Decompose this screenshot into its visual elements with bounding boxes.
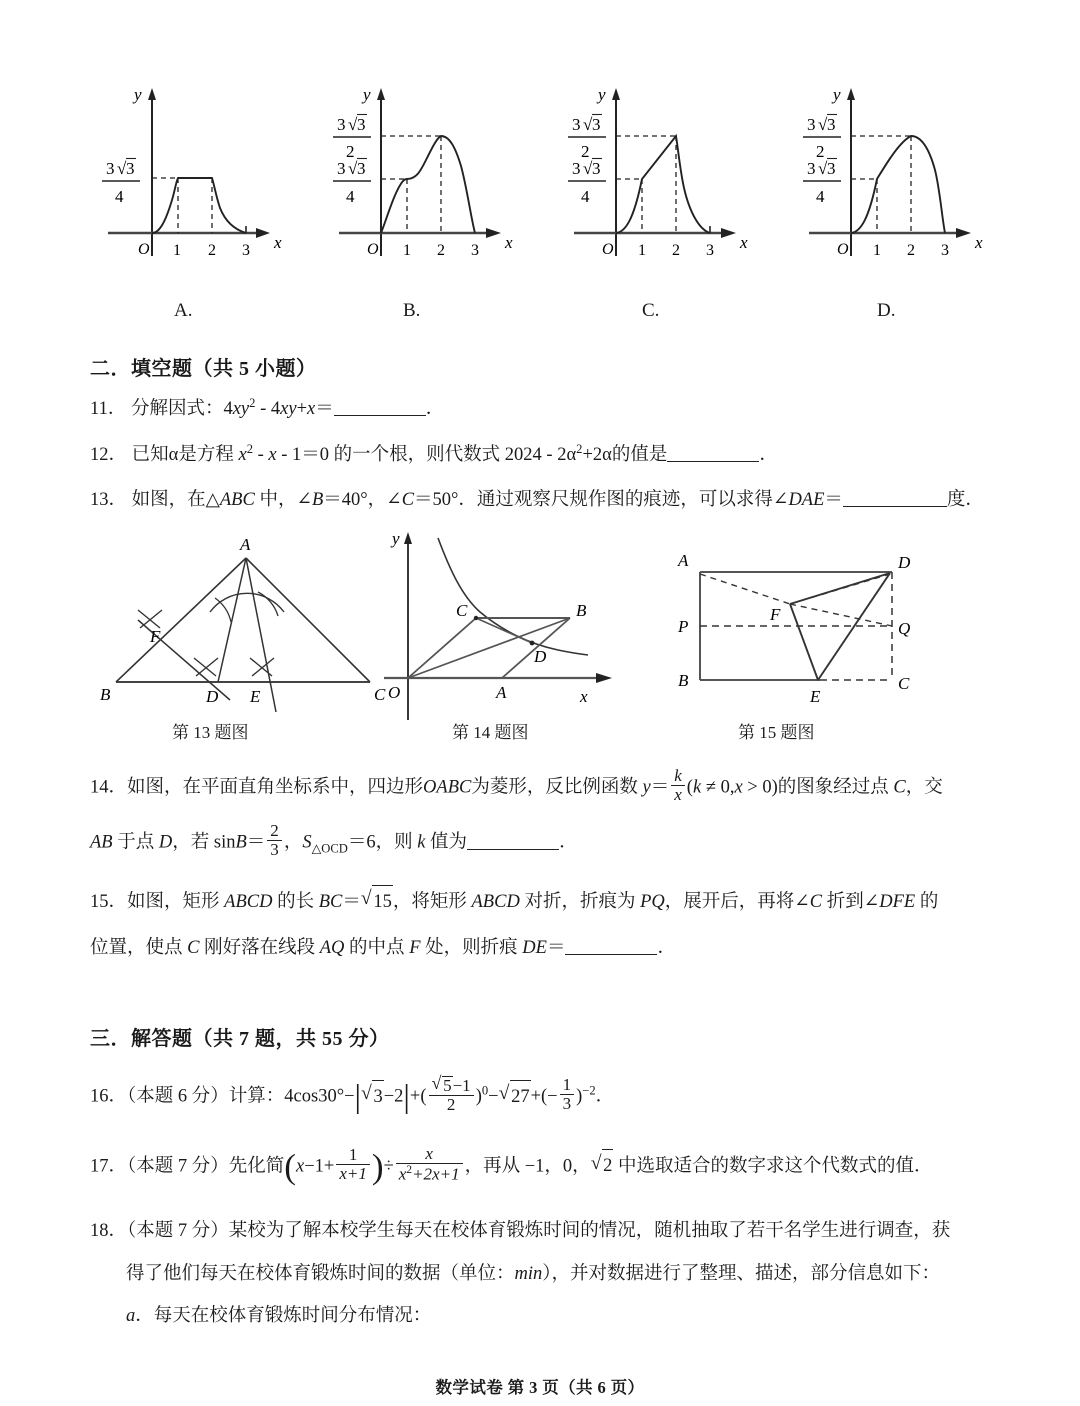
q18-line-2a: 得了他们每天在校体育锻炼时间的数据（单位： — [126, 1264, 515, 1284]
ytick-label-3root3-over-4 — [333, 159, 371, 207]
q13-tail: 度． — [946, 490, 984, 510]
question-13 — [90, 484, 984, 516]
q13-answer-blank[interactable] — [843, 488, 947, 508]
svg-text:3: 3 — [592, 159, 601, 178]
q18-number: 18． — [90, 1221, 128, 1241]
axis-label-x: x — [274, 233, 282, 252]
q15-seg-bc: BC — [318, 892, 343, 913]
q16-paren-close-1: ) — [475, 1086, 482, 1107]
fig14-label-a: A — [496, 683, 507, 702]
ytick-label-3root3-over-2 — [333, 115, 371, 162]
q14-l2-frac-num: 2 — [267, 822, 282, 841]
q17-lead: （本题 7 分）先化简 — [127, 1156, 285, 1177]
q16-exp-zero: 0 — [481, 1083, 489, 1098]
fig15-label-b: B — [678, 671, 689, 690]
svg-text:4: 4 — [115, 187, 124, 206]
origin-label: O — [837, 241, 849, 258]
q16-num-tail: −1 — [452, 1076, 471, 1096]
question-18-line3 — [126, 1300, 1026, 1332]
q16-paren-close-2: ) — [576, 1086, 583, 1107]
q15-period: ． — [657, 938, 676, 958]
q15-l2-seg-aq: AQ — [319, 938, 345, 958]
xtick-1: 1 — [403, 242, 411, 259]
q14-cond-1: ≠ 0, — [701, 777, 735, 798]
fig15-label-q: Q — [898, 619, 911, 638]
fig13-label-b: B — [100, 685, 111, 704]
q17-fraction-1-over-xplus1 — [336, 1146, 370, 1183]
svg-text:3: 3 — [827, 159, 836, 178]
q17-paren-close: ) — [371, 1146, 384, 1186]
q17-frac2-num: x — [425, 1144, 433, 1164]
q15-sqrt-radicand: 15 — [372, 885, 393, 918]
q15-text-1: 如图，矩形 — [127, 892, 225, 913]
q14-point-c: C — [893, 777, 906, 798]
chart-option-c — [560, 78, 795, 293]
q14-var-y: y — [642, 777, 651, 798]
q15-text-7: 的 — [915, 892, 939, 913]
svg-text:3: 3 — [592, 115, 601, 134]
q16-frac2-den: 3 — [562, 1094, 572, 1114]
xtick-3: 3 — [706, 242, 714, 259]
xtick-1: 1 — [638, 242, 646, 259]
question-14 — [90, 766, 995, 807]
q11-period: ． — [425, 399, 445, 420]
q12-period: ． — [759, 445, 778, 466]
svg-text:4: 4 — [816, 187, 825, 206]
svg-text:√: √ — [348, 115, 358, 134]
q14-paren-open: ( — [686, 777, 693, 798]
q14-period: ． — [559, 832, 578, 853]
q17-paren-open: ( — [284, 1146, 296, 1186]
svg-text:2: 2 — [816, 142, 825, 161]
q18-item-a: a — [126, 1306, 136, 1326]
choice-option-d[interactable] — [795, 78, 1030, 321]
origin-label: O — [367, 241, 379, 258]
option-letter-a: A. — [174, 300, 193, 321]
q16-cos-term: 4cos30° — [284, 1086, 345, 1107]
q14-cond-x: x — [734, 777, 743, 798]
question-14-line2 — [90, 821, 995, 862]
q16-minus-3: − — [488, 1086, 499, 1107]
origin-label: O — [602, 241, 614, 258]
q16-abs-open: | — [354, 1078, 362, 1115]
origin-label: O — [138, 241, 150, 258]
q12-exp-2: 2 — [576, 442, 583, 456]
page-footer: 数学试卷 第 3 页（共 6 页） — [435, 1378, 645, 1397]
xtick-3: 3 — [242, 242, 250, 259]
q14-l2-text-4: 值为 — [425, 832, 468, 853]
section-three-heading: 三．解答题（共 7 题，共 55 分） — [90, 1028, 390, 1050]
q11-minus: - 4 — [255, 399, 281, 420]
q11-coef: 4 — [223, 399, 233, 420]
ytick-label-3root3-over-2 — [568, 115, 606, 162]
q17-text-2: ，再从 −1，0， — [464, 1156, 591, 1177]
q15-angle-dfe: DFE — [879, 892, 916, 913]
q16-sqrt5-radicand: 5 — [443, 1076, 452, 1096]
svg-text:√: √ — [818, 159, 828, 178]
q14-text-1: 如图，在平面直角坐标系中，四边形 — [127, 777, 424, 798]
q14-area-s: S — [302, 832, 312, 853]
fig15-label-f: F — [770, 605, 781, 624]
q14-l2-text-3: ＝6，则 — [347, 832, 418, 853]
q14-l2-text-2: ，若 sin — [172, 832, 236, 853]
q13-angle-b: B — [311, 490, 324, 510]
axis-label-y: y — [363, 85, 371, 104]
q16-sqrt3-radicand: 3 — [372, 1080, 383, 1113]
ytick-label-3root3-over-4 — [568, 159, 606, 207]
question-12 — [90, 438, 778, 472]
fig14-label-c: C — [456, 601, 468, 620]
q13-text-1: 如图，在△ — [131, 490, 220, 510]
q16-sqrt-27 — [499, 1079, 531, 1113]
q16-plus-paren: +( — [409, 1086, 427, 1107]
q13-text-3: ＝40°，∠ — [323, 490, 402, 510]
svg-text:3: 3 — [807, 115, 816, 134]
q17-sqrt2-radicand: 2 — [602, 1149, 613, 1182]
q11-answer-blank[interactable] — [334, 397, 426, 417]
q16-sqrt27-radicand: 27 — [510, 1080, 531, 1113]
ytick-label-3root3-over-4 — [803, 159, 841, 207]
q16-fraction-1-over-3 — [560, 1076, 575, 1113]
q14-value-k: k — [417, 832, 426, 853]
fig13-label-f: F — [150, 627, 161, 646]
q16-fraction-root5-minus1-over-2 — [429, 1075, 474, 1114]
q15-l2-text-3: 的中点 — [344, 938, 410, 958]
q16-sqrt-5 — [432, 1075, 453, 1095]
figure-15-folded-rectangle — [660, 534, 950, 734]
figure-14-rhombus-hyperbola — [380, 530, 650, 730]
svg-text:3: 3 — [357, 115, 366, 134]
q14-frac-den: x — [674, 785, 682, 805]
axis-label-y: y — [598, 85, 606, 104]
fig14-label-b: B — [576, 601, 587, 620]
q14-sin-b: B — [235, 832, 247, 853]
q14-text-4: ，交 — [905, 777, 943, 798]
ytick-label-3root3-over-2 — [803, 115, 841, 162]
choice-option-b[interactable] — [325, 78, 560, 321]
q15-rect-abcd: ABCD — [224, 892, 273, 913]
q12-text-2: - — [252, 445, 269, 466]
svg-text:√: √ — [583, 159, 593, 178]
q15-angle-c: C — [809, 892, 823, 913]
q16-minus-1: − — [344, 1086, 355, 1107]
q13-number: 13． — [90, 490, 128, 510]
figure-13-caption: 第 13 题图 — [172, 723, 249, 742]
fig15-label-a: A — [678, 551, 689, 570]
q14-fraction-k-over-x — [671, 767, 685, 804]
q16-lead: （本题 6 分）计算： — [127, 1086, 285, 1107]
svg-text:3: 3 — [357, 159, 366, 178]
q14-eq-1: ＝ — [650, 777, 670, 798]
q11-exp: 2 — [249, 396, 256, 410]
ytick-label-3root3-over-4 — [102, 159, 140, 207]
xtick-2: 2 — [907, 242, 915, 259]
svg-text:√: √ — [348, 159, 358, 178]
svg-text:√: √ — [818, 115, 828, 134]
q15-text-5: ，展开后，再将∠ — [664, 892, 810, 913]
axis-label-x: x — [975, 233, 983, 252]
question-16 — [90, 1075, 995, 1117]
q13-angle-dae: DAE — [788, 490, 825, 510]
q16-plus-paren-2: +(− — [530, 1086, 558, 1107]
q13-text-4: ＝50°．通过观察尺规作图的痕迹，可以求得∠ — [414, 490, 789, 510]
fig14-label-d: D — [534, 647, 547, 666]
q15-l2-seg-de: DE — [522, 938, 547, 958]
q17-text-3: 中选取适合的数字求这个代数式的值． — [613, 1156, 933, 1177]
svg-text:3: 3 — [106, 159, 115, 178]
figure-15-caption: 第 15 题图 — [738, 723, 815, 742]
choice-option-c[interactable] — [560, 78, 795, 321]
q17-frac1-num: 1 — [336, 1146, 370, 1165]
fig15-label-p: P — [678, 617, 689, 636]
q15-l2-text-1: 位置，使点 — [90, 938, 188, 958]
q12-text-4: +2α的值是 — [582, 445, 668, 466]
q11-equals: ＝ — [315, 399, 334, 420]
svg-text:3: 3 — [827, 115, 836, 134]
q18-unit-min: min — [514, 1264, 543, 1284]
q15-sqrt-15 — [361, 884, 393, 918]
q17-frac2-den-exp: 2 — [406, 1163, 413, 1177]
q16-period: ． — [595, 1086, 615, 1107]
axis-label-y: y — [833, 85, 841, 104]
q17-fraction-x-over-quadratic — [396, 1145, 463, 1183]
q14-frac-num: k — [674, 766, 682, 786]
svg-text:3: 3 — [126, 159, 135, 178]
svg-text:3: 3 — [572, 159, 581, 178]
q11-lead: 分解因式： — [130, 399, 224, 420]
q14-text-3: 的图象经过点 — [777, 777, 894, 798]
q11-number: 11． — [90, 399, 127, 420]
chart-option-d — [795, 78, 1030, 293]
q12-number: 12． — [90, 445, 128, 466]
q18-line-1: （本题 7 分）某校为了解本校学生每天在校体育锻炼时间的情况，随机抽取了若干名学生进行调查，获 — [127, 1221, 951, 1241]
q16-abs-close: | — [403, 1078, 410, 1115]
q15-l2-point-f: F — [409, 938, 421, 958]
question-11 — [90, 392, 444, 426]
option-letter-b: B. — [403, 300, 421, 321]
axis-label-x: x — [505, 233, 513, 252]
q14-l2-frac-den: 3 — [270, 840, 279, 860]
section-two-heading: 二．填空题（共 5 小题） — [90, 358, 317, 380]
chart-option-a — [90, 78, 325, 293]
q14-text-2: 为菱形，反比例函数 — [471, 777, 643, 798]
q17-frac2-den-x: x — [398, 1164, 407, 1184]
svg-text:√: √ — [583, 115, 593, 134]
q14-fraction-2-over-3 — [267, 822, 282, 859]
fig15-label-c: C — [898, 674, 910, 693]
q18-line-3b: ．每天在校体育锻炼时间分布情况： — [135, 1306, 432, 1326]
q13-text-5: ＝ — [824, 490, 843, 510]
q12-var-x2: x — [268, 445, 277, 466]
fig13-label-c: C — [374, 685, 386, 704]
q11-plus: + — [296, 399, 307, 420]
svg-text:2: 2 — [581, 142, 590, 161]
q15-text-3: ，将矩形 — [392, 892, 472, 913]
svg-text:3: 3 — [572, 115, 581, 134]
question-18 — [90, 1215, 1010, 1247]
choice-graphs-row — [90, 78, 1080, 328]
xtick-3: 3 — [941, 242, 949, 259]
q15-text-6: 折到∠ — [822, 892, 880, 913]
chart-option-b — [325, 78, 560, 293]
question-15 — [90, 884, 995, 918]
q17-minus-one: −1+ — [304, 1156, 335, 1177]
xtick-1: 1 — [173, 242, 181, 259]
q15-fold-pq: PQ — [640, 892, 665, 913]
q11-var-xy1: xy — [232, 399, 250, 420]
q14-cond-k: k — [692, 777, 702, 798]
q16-frac2-num: 1 — [560, 1076, 575, 1095]
question-17 — [90, 1144, 1010, 1186]
fig13-label-a: A — [240, 535, 251, 554]
axis-label-y: y — [134, 85, 142, 104]
fig14-label-x: x — [580, 687, 588, 706]
fig15-label-d: D — [898, 553, 911, 572]
xtick-2: 2 — [437, 242, 445, 259]
q17-divide: ÷ — [383, 1156, 394, 1177]
xtick-1: 1 — [873, 242, 881, 259]
fig14-label-y: y — [392, 530, 400, 548]
q15-eq-1: ＝ — [342, 892, 361, 913]
q16-sqrt-3 — [361, 1079, 384, 1113]
q14-l2-comma: ， — [283, 832, 303, 853]
q15-text-4: 对折，折痕为 — [519, 892, 641, 913]
option-letter-c: C. — [642, 300, 660, 321]
q13-angle-c: C — [401, 490, 415, 510]
fig13-label-d: D — [206, 687, 219, 706]
q14-quad-oabc: OABC — [423, 777, 472, 798]
q15-l2-text-4: 处，则折痕 — [420, 938, 523, 958]
q16-den-2: 2 — [446, 1095, 456, 1115]
svg-text:2: 2 — [346, 142, 355, 161]
q17-frac2-den-rest: +2x+1 — [412, 1164, 460, 1184]
svg-text:3: 3 — [807, 159, 816, 178]
option-letter-d: D. — [877, 300, 896, 321]
q14-number: 14． — [90, 777, 128, 798]
figure-14-caption: 第 14 题图 — [452, 723, 529, 742]
fig14-label-o: O — [388, 683, 401, 702]
xtick-3: 3 — [471, 242, 479, 259]
question-18-line2 — [126, 1258, 1026, 1290]
svg-text:√: √ — [117, 159, 127, 178]
q15-l2-text-2: 刚好落在线段 — [199, 938, 320, 958]
q11-var-x: x — [307, 399, 316, 420]
svg-text:4: 4 — [581, 187, 590, 206]
q11-var-xy2: xy — [280, 399, 297, 420]
q12-answer-blank[interactable] — [667, 443, 759, 463]
q14-answer-blank[interactable] — [467, 830, 559, 850]
q15-text-2: 的长 — [272, 892, 319, 913]
question-15-line2 — [90, 932, 995, 964]
svg-text:3: 3 — [337, 159, 346, 178]
fig13-label-e: E — [250, 687, 261, 706]
q15-l2-eq: ＝ — [546, 938, 566, 958]
q16-minus-2: −2 — [383, 1086, 404, 1107]
q14-seg-ab: AB — [90, 832, 113, 853]
q12-var-x1: x — [238, 445, 247, 466]
q15-rect-abcd-2: ABCD — [471, 892, 520, 913]
choice-option-a[interactable] — [90, 78, 325, 321]
q12-text-1: 已知α是方程 — [131, 445, 239, 466]
q12-text-3: - 1＝0 的一个根，则代数式 2024 - 2α — [276, 445, 577, 466]
q15-l2-point-c: C — [187, 938, 200, 958]
q13-text-2: 中，∠ — [254, 490, 312, 510]
q14-cond-2: > 0) — [742, 777, 778, 798]
q15-number: 15． — [90, 892, 128, 913]
q16-exp-neg2: −2 — [582, 1083, 596, 1098]
axis-label-x: x — [740, 233, 748, 252]
figure-13-triangle-construction — [98, 530, 401, 730]
q14-l2-eq: ＝ — [246, 832, 266, 853]
xtick-2: 2 — [672, 242, 680, 259]
q15-answer-blank[interactable] — [565, 936, 657, 956]
q17-var-x: x — [295, 1156, 305, 1177]
q17-sqrt-2 — [591, 1148, 614, 1182]
q13-tri-abc: ABC — [219, 490, 255, 510]
figures-row — [90, 528, 990, 743]
q17-number: 17． — [90, 1156, 128, 1177]
q17-frac1-den: x+1 — [339, 1164, 367, 1184]
q12-exp-1: 2 — [246, 442, 253, 456]
q16-number: 16． — [90, 1086, 128, 1107]
svg-text:3: 3 — [337, 115, 346, 134]
q14-l2-text-1: 于点 — [112, 832, 159, 853]
q14-area-sub: △OCD — [311, 841, 348, 856]
svg-text:4: 4 — [346, 187, 355, 206]
fig15-label-e: E — [810, 687, 821, 706]
xtick-2: 2 — [208, 242, 216, 259]
q14-point-d: D — [158, 832, 173, 853]
q18-line-2b: ），并对数据进行了整理、描述，部分信息如下： — [542, 1264, 941, 1284]
